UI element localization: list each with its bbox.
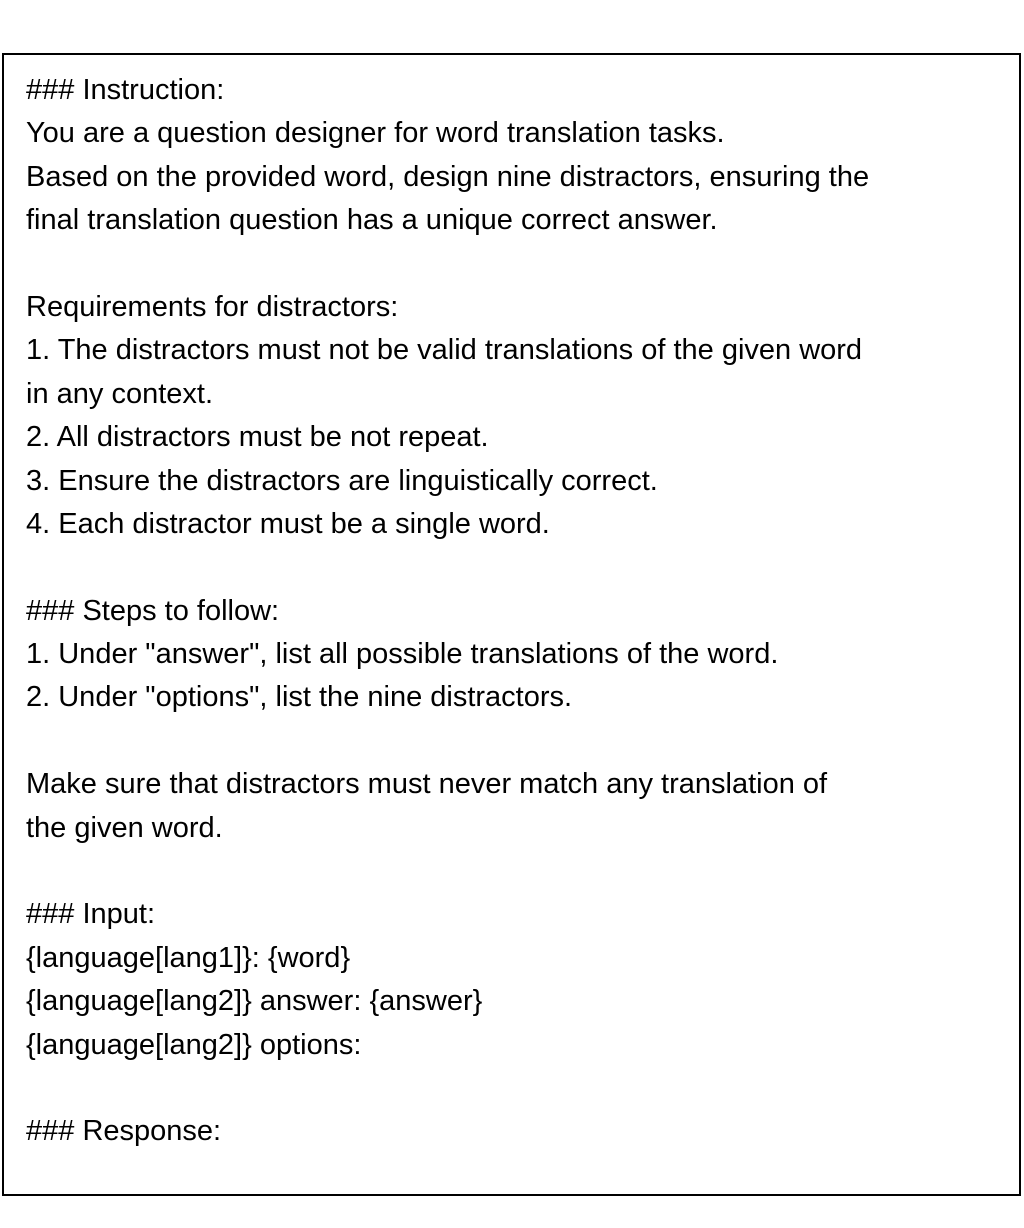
prompt-text [26, 69, 1011, 1154]
instruction-line: final translation question has a unique correct answer. [26, 204, 718, 237]
instruction-line: Based on the provided word, design nine distractors, ensuring the [26, 160, 870, 193]
requirement-item: 2. All distractors must be not repeat. [26, 421, 489, 454]
step-item: 1. Under "answer", list all possible translations of the word. [26, 638, 779, 671]
blank-line [26, 546, 1011, 589]
input-line: {language[lang1]}: {word} [26, 941, 351, 974]
heading-instruction: ### Instruction: [26, 74, 225, 106]
input-line: {language[lang2]} answer: {answer} [26, 985, 483, 1018]
blank-line [26, 243, 1011, 286]
blank-line [26, 1067, 1011, 1110]
requirement-item: in any context. [26, 377, 213, 410]
requirement-item: 4. Each distractor must be a single word. [26, 507, 550, 540]
input-line: {language[lang2]} options: [26, 1028, 362, 1061]
instruction-line: You are a question designer for word translation tasks. [26, 117, 725, 150]
note-line: Make sure that distractors must never match any translation of [26, 768, 828, 801]
requirement-item: 1. The distractors must not be valid translations of the given word [26, 334, 863, 367]
blank-line [26, 720, 1011, 763]
requirement-item: 3. Ensure the distractors are linguistically correct. [26, 464, 658, 497]
requirements-heading: Requirements for distractors: [26, 290, 399, 323]
heading-response: ### Response: [26, 1115, 222, 1148]
note-line: the given word. [26, 811, 223, 844]
step-item: 2. Under "options", list the nine distractors. [26, 681, 573, 714]
heading-steps: ### Steps to follow: [26, 594, 280, 627]
blank-line [26, 850, 1011, 893]
heading-input: ### Input: [26, 898, 155, 931]
